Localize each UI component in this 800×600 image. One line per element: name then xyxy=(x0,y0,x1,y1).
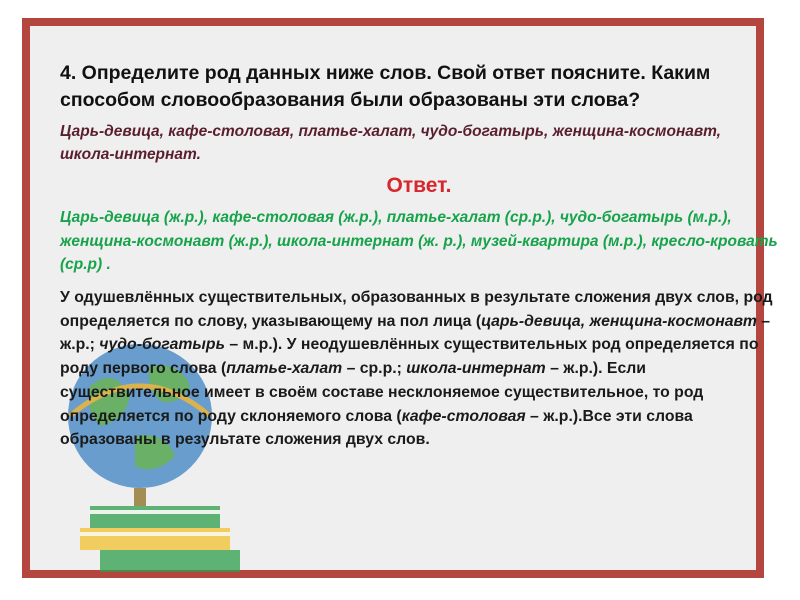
explanation-example: платье-халат xyxy=(226,360,343,378)
explanation-part: У одушевлённых существительных, образованных в результате сложения двух слов, род определяется по слову, указывающему на пол лица ( xyxy=(60,289,773,330)
explanation-part: – ж.р.).Все эти слова образованы в результате сложения двух слов. xyxy=(60,407,693,449)
explanation-part: – м.р.). У неодушевлённых существительных род определяется по роду первого слова ( xyxy=(60,336,759,378)
answer-list: Царь-девица (ж.р.), кафе-столовая (ж.р.), платье-халат (ср.р.), чудо-богатырь (м.р.), женщина-космонавт (ж.р.), школа-интернат (ж. р.), музей-квартира (м.р.), кресло-кровать (ср.р) . xyxy=(60,209,778,273)
explanation-example: царь-девица, женщина-космонавт xyxy=(481,312,757,330)
explanation-part: – ж.р.; xyxy=(60,312,771,354)
explanation-part: – ж.р.). Если существительное имеет в своём составе несклоняемое существительное, то род определяется по роду склоняемого слова ( xyxy=(60,360,704,425)
explanation-text xyxy=(60,286,778,452)
question-text: 4. Определите род данных ниже слов. Свой ответ поясните. Каким способом словообразования были образованы эти слова? xyxy=(60,62,711,111)
explanation-example: школа-интернат xyxy=(406,360,546,378)
answer-title: Ответ. xyxy=(386,174,452,198)
books-icon xyxy=(80,506,240,572)
slide-content xyxy=(60,60,778,452)
explanation-part: – ср.р.; xyxy=(342,360,407,378)
word-list: Царь-девица, кафе-столовая, платье-халат, чудо-богатырь, женщина-космонавт, школа-интернат. xyxy=(60,122,721,164)
explanation-example: чудо-богатырь xyxy=(99,336,225,354)
slide-frame xyxy=(22,18,778,578)
explanation-example: кафе-столовая xyxy=(401,407,526,425)
